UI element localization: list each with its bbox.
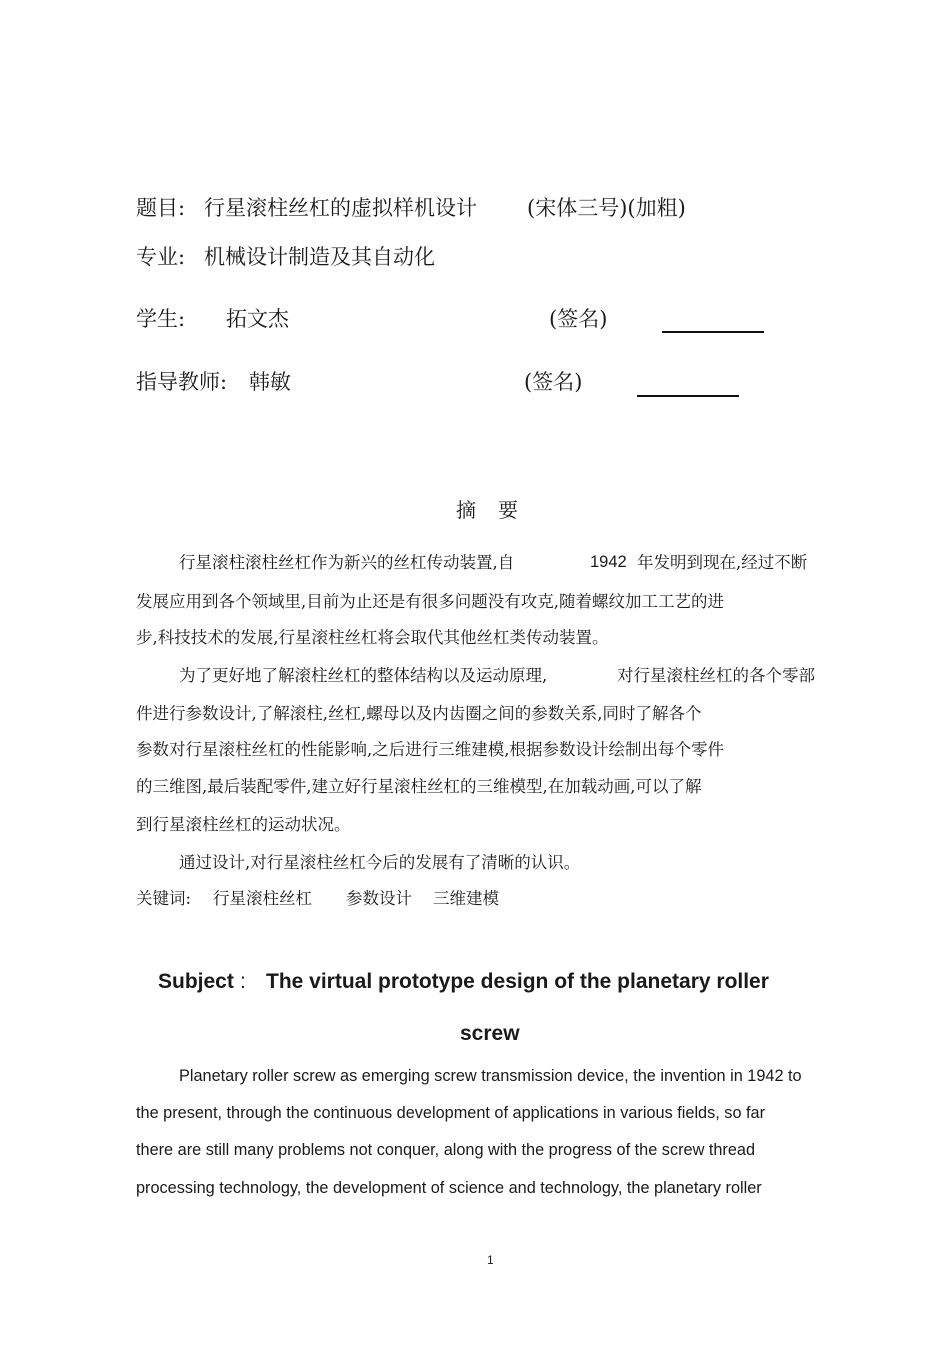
subject-line2: screw	[460, 1022, 520, 1045]
abstract-p2-line4: 的三维图,最后装配零件,建立好行星滚柱丝杠的三维模型,在加载动画,可以了解	[136, 777, 702, 796]
abstract-p2-line1-a: 为了更好地了解滚柱丝杠的整体结构以及运动原理,	[179, 666, 548, 685]
subject-label: Subject	[158, 970, 234, 993]
title-label: 题目:	[136, 196, 186, 220]
abstract-p1-year: 1942	[590, 553, 627, 571]
advisor-signature-line	[637, 395, 739, 397]
abstract-p1-line1-b: 年发明到现在,经过不断	[637, 553, 808, 572]
abstract-p2-line3: 参数对行星滚柱丝杠的性能影响,之后进行三维建模,根据参数设计绘制出每个零件	[136, 740, 724, 759]
student-signature-line	[662, 331, 764, 333]
title-format-note: (宋体三号)(加粗)	[527, 196, 686, 220]
advisor-sign-label: (签名)	[524, 370, 583, 394]
student-name: 拓文杰	[226, 307, 289, 331]
advisor-name: 韩敏	[249, 370, 291, 394]
abstract-p2-line2: 件进行参数设计,了解滚柱,丝杠,螺母以及内齿圈之间的参数关系,同时了解各个	[136, 704, 702, 723]
student-label: 学生:	[136, 307, 186, 331]
english-body-line4: processing technology, the development of science and technology, the planetary roller	[136, 1179, 762, 1197]
major-label: 专业:	[136, 245, 186, 269]
english-body-line2: the present, through the continuous development of applications in various fields, so far	[136, 1104, 766, 1122]
abstract-p3-line1: 通过设计,对行星滚柱丝杠今后的发展有了清晰的认识。	[179, 853, 581, 872]
abstract-p2-line5: 到行星滚柱丝杠的运动状况。	[136, 815, 351, 834]
english-body-line3: there are still many problems not conquer, along with the progress of the screw thread	[136, 1141, 756, 1159]
english-body-line1: Planetary roller screw as emerging screw transmission device, the invention in 1942 to	[179, 1067, 802, 1085]
abstract-p1-line1-a: 行星滚柱滚柱丝杠作为新兴的丝杠传动装置,自	[179, 553, 515, 572]
keywords-label: 关键词:	[136, 889, 192, 908]
subject-line1: The virtual prototype design of the planetary roller	[266, 970, 769, 993]
keyword-3: 三维建模	[433, 889, 499, 908]
page-number: 1	[487, 1253, 494, 1267]
keyword-2: 参数设计	[346, 889, 412, 908]
major-text: 机械设计制造及其自动化	[204, 245, 435, 269]
thesis-title: 行星滚柱丝杠的虚拟样机设计	[204, 196, 477, 220]
student-sign-label: (签名)	[549, 307, 608, 331]
advisor-label: 指导教师:	[136, 370, 228, 394]
abstract-p2-line1-b: 对行星滚柱丝杠的各个零部	[617, 666, 815, 685]
keyword-1: 行星滚柱丝杠	[213, 889, 312, 908]
subject-colon: :	[240, 970, 246, 993]
abstract-p1-line3: 步,科技技术的发展,行星滚柱丝杠将会取代其他丝杠类传动装置。	[136, 628, 609, 647]
abstract-p1-line2: 发展应用到各个领域里,目前为止还是有很多问题没有攻克,随着螺纹加工工艺的进	[136, 592, 724, 611]
abstract-heading: 摘要	[456, 498, 540, 522]
